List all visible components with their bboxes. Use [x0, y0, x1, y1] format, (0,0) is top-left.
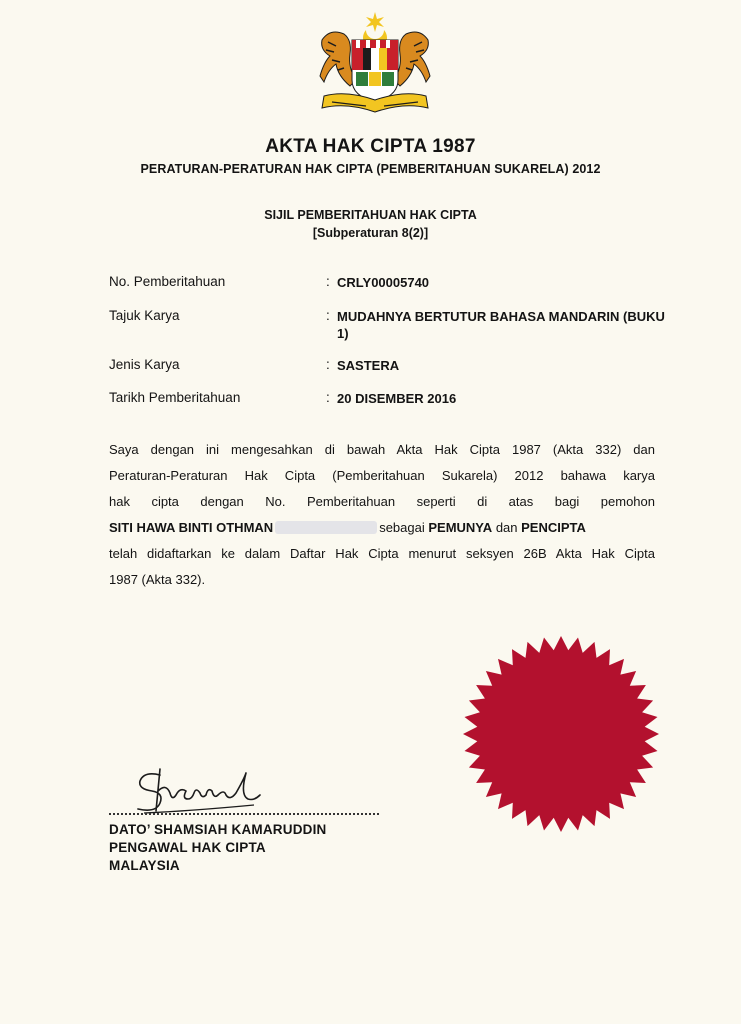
field-label: Tajuk Karya [109, 308, 180, 323]
line-text: sebagai [379, 520, 425, 535]
field-colon: : [326, 274, 330, 289]
applicant-name: SITI HAWA BINTI OTHMAN [109, 520, 274, 535]
field-value: SASTERA [337, 358, 400, 373]
official-seal-icon [462, 635, 660, 833]
paragraph-line: 1987 (Akta 332). [109, 572, 206, 587]
subregulation: [Subperaturan 8(2)] [312, 226, 429, 240]
paragraph-line: telah didaftarkan ke dalam Daftar Hak Cipta menurut seksyen 26B Akta Hak Cipta [109, 546, 655, 561]
signature-icon [130, 765, 270, 825]
signature-line [109, 813, 379, 815]
field-label: No. Pemberitahuan [109, 274, 226, 289]
field-label: Jenis Karya [109, 357, 180, 372]
certification-paragraph [109, 437, 655, 593]
field-label: Tarikh Pemberitahuan [109, 390, 241, 405]
field-colon: : [326, 357, 330, 372]
redacted-id [275, 521, 377, 534]
creator-role: PENCIPTA [521, 520, 586, 535]
certificate-title: SIJIL PEMBERITAHUAN HAK CIPTA [264, 208, 477, 222]
signatory-name: DATO’ SHAMSIAH KAMARUDDIN [109, 822, 327, 837]
paragraph-line [109, 515, 655, 541]
field-colon: : [326, 308, 330, 323]
signatory-country: MALAYSIA [109, 858, 180, 873]
line-text: dan [495, 520, 518, 535]
paragraph-line: Saya dengan ini mengesahkan di bawah Akta Hak Cipta 1987 (Akta 332) dan [109, 442, 655, 457]
field-value: CRLY00005740 [337, 275, 430, 290]
owner-role: PEMUNYA [428, 520, 493, 535]
malaysia-coat-of-arms-icon [316, 10, 434, 115]
field-value: MUDAHNYA BERTUTUR BAHASA MANDARIN (BUKU 1) [337, 309, 665, 341]
field-value: 20 DISEMBER 2016 [337, 391, 457, 406]
paragraph-line: hak cipta dengan No. Pemberitahuan seperti di atas bagi pemohon [109, 494, 655, 509]
regulation-title: PERATURAN-PERATURAN HAK CIPTA (PEMBERITAHUAN SUKARELA) 2012 [140, 162, 601, 176]
field-colon: : [326, 390, 330, 405]
paragraph-line: Peraturan-Peraturan Hak Cipta (Pemberitahuan Sukarela) 2012 bahawa karya [109, 468, 655, 483]
act-title: AKTA HAK CIPTA 1987 [265, 136, 476, 157]
signatory-position: PENGAWAL HAK CIPTA [109, 840, 266, 855]
